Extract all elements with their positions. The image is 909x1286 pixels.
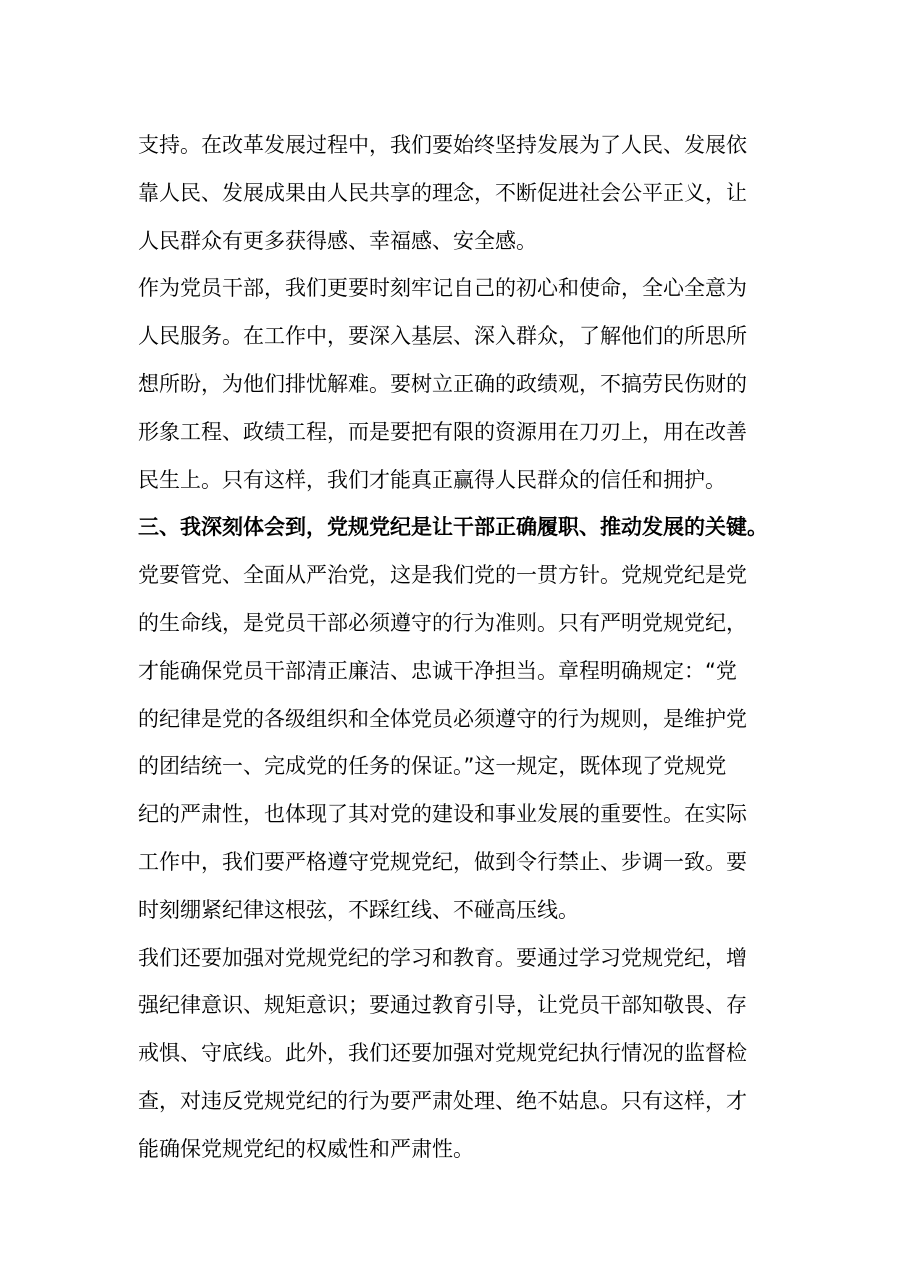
text-line: 党要管党、全面从严治党，这是我们党的一贯方针。党规党纪是党	[138, 563, 747, 588]
text-line: 人民服务。在工作中，要深入基层、深入群众，了解他们的所思所	[138, 324, 747, 349]
text-line: 靠人民、发展成果由人民共享的理念，不断促进社会公平正义，让	[138, 180, 747, 205]
text-line: 戒惧、守底线。此外，我们还要加强对党规党纪执行情况的监督检	[138, 1041, 747, 1066]
body-text	[138, 122, 778, 1174]
text-line: 的团结统一、完成党的任务的保证。”这一规定，既体现了党规党	[138, 754, 727, 779]
text-line: 纪的严肃性，也体现了其对党的建设和事业发展的重要性。在实际	[138, 802, 747, 827]
text-line: 支持。在改革发展过程中，我们要始终坚持发展为了人民、发展依	[138, 133, 747, 157]
text-line: 人民群众有更多获得感、幸福感、安全感。	[138, 228, 537, 253]
text-line: 的生命线，是党员干部必须遵守的行为准则。只有严明党规党纪，	[138, 610, 747, 635]
text-line: 工作中，我们要严格遵守党规党纪，做到令行禁止、步调一致。要	[138, 849, 747, 874]
text-line: 查，对违反党规党纪的行为要严肃处理、绝不姑息。只有这样，才	[138, 1088, 747, 1113]
text-line: 才能确保党员干部清正廉洁、忠诚干净担当。章程明确规定：“党	[138, 658, 737, 683]
text-line: 形象工程、政绩工程，而是要把有限的资源用在刀刃上，用在改善	[138, 419, 747, 444]
text-line: 民生上。只有这样，我们才能真正赢得人民群众的信任和拥护。	[138, 467, 726, 492]
text-line: 想所盼，为他们排忧解难。要树立正确的政绩观，不搞劳民伤财的	[138, 371, 747, 396]
text-line: 作为党员干部，我们更要时刻牢记自己的初心和使命，全心全意为	[138, 276, 747, 301]
section-heading: 三、我深刻体会到，党规党纪是让干部正确履职、推动发展的关键。	[138, 515, 768, 540]
text-line: 时刻绷紧纪律这根弦，不踩红线、不碰高压线。	[138, 897, 579, 922]
text-line: 能确保党规党纪的权威性和严肃性。	[138, 1136, 474, 1161]
text-line: 强纪律意识、规矩意识；要通过教育引导，让党员干部知敬畏、存	[138, 993, 747, 1018]
text-line: 的纪律是党的各级组织和全体党员必须遵守的行为规则，是维护党	[138, 706, 747, 731]
text-line: 我们还要加强对党规党纪的学习和教育。要通过学习党规党纪，增	[138, 945, 747, 970]
